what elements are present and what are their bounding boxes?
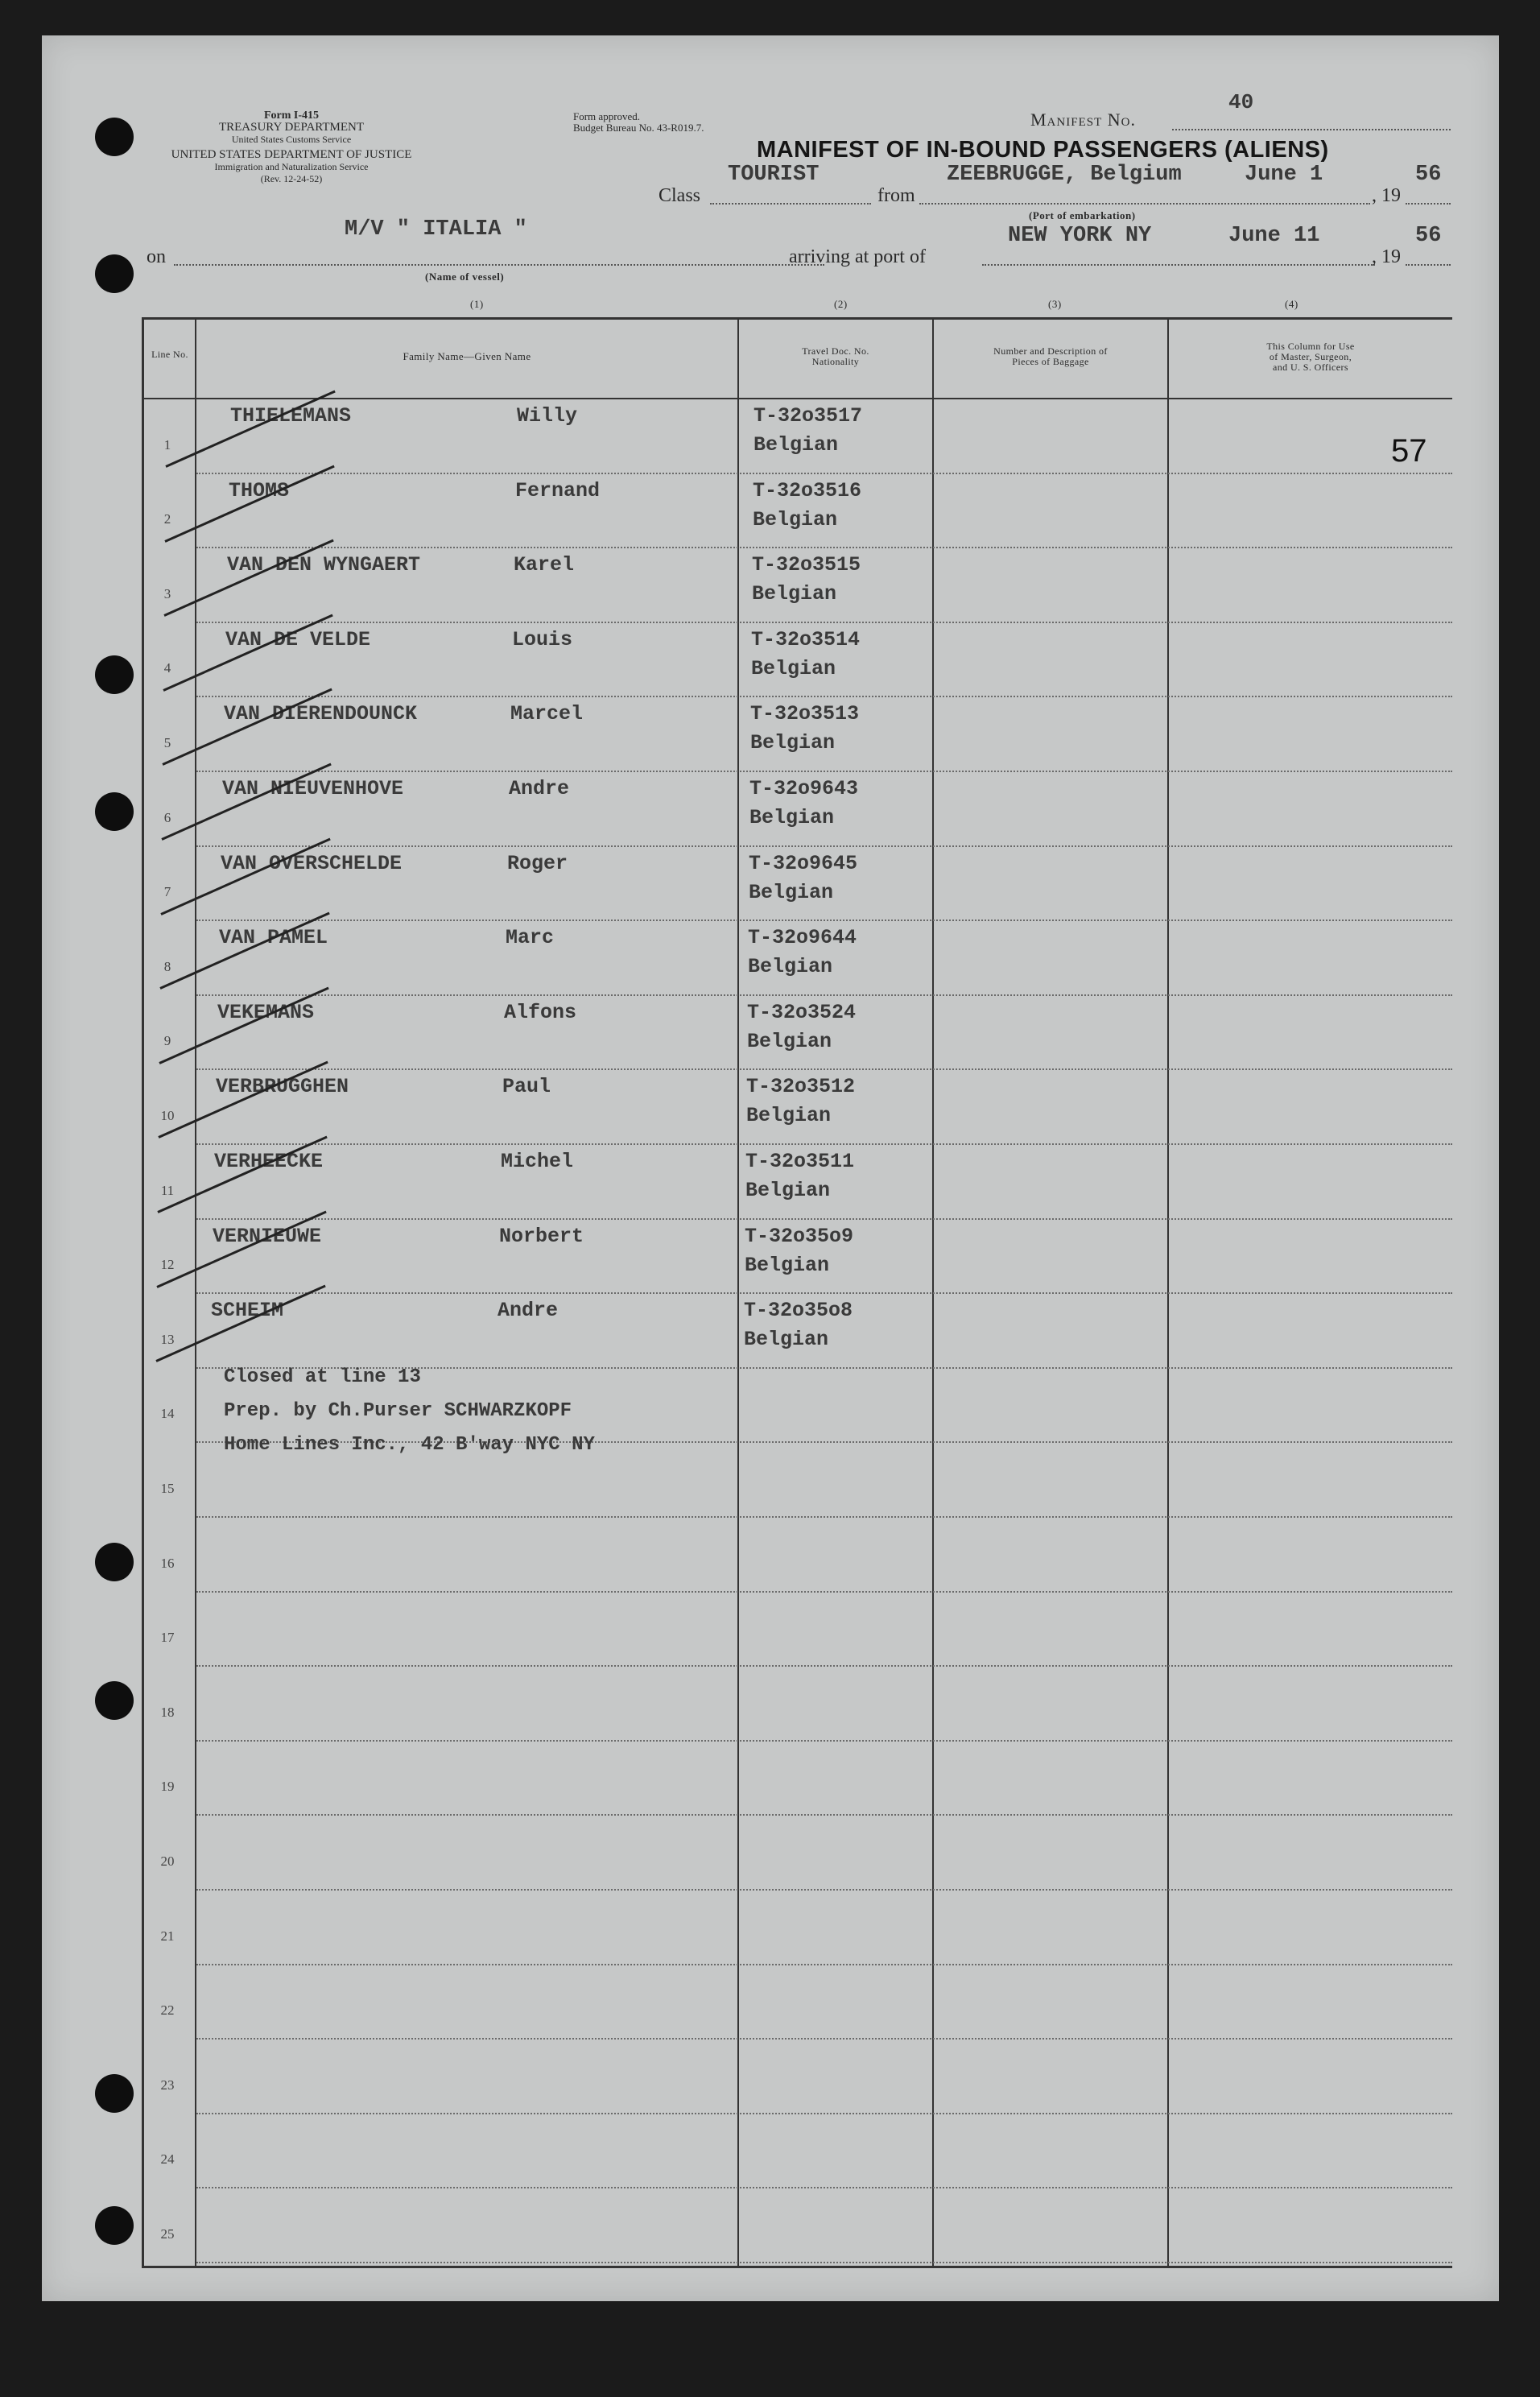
line-number: 23 — [160, 2077, 175, 2093]
nationality: Belgian — [751, 656, 836, 680]
closed-at-line: Closed at line 13 — [224, 1366, 421, 1388]
family-name: VAN DIERENDOUNCK — [224, 702, 418, 726]
row-divider — [196, 1292, 1452, 1294]
line-number: 25 — [160, 2226, 175, 2242]
row-divider — [196, 1814, 1452, 1816]
line-number: 1 — [163, 436, 171, 453]
line-number: 2 — [163, 511, 171, 527]
row-divider — [196, 1889, 1452, 1891]
col-header-doc-line1: Travel Doc. No. — [802, 345, 869, 357]
line-number: 14 — [160, 1406, 175, 1422]
row-divider — [196, 696, 1452, 697]
col-header-baggage — [934, 346, 1167, 367]
row-divider — [196, 771, 1452, 772]
family-name: VERNIEUWE — [213, 1224, 322, 1248]
form-approval — [573, 111, 704, 134]
column-number: (2) — [834, 298, 848, 310]
travel-doc-no: T-32o3511 — [745, 1150, 855, 1173]
vessel-name: M/V " ITALIA " — [345, 217, 527, 242]
family-name: THOMS — [229, 478, 290, 502]
col-header-baggage-line1: Number and Description of — [993, 345, 1108, 357]
punch-hole — [95, 792, 134, 831]
line-number: 13 — [160, 1331, 175, 1347]
family-name: VAN DEN WYNGAERT — [227, 553, 421, 577]
check-mark — [155, 1285, 325, 1362]
manifest-sheet — [42, 35, 1499, 2301]
punch-hole — [95, 118, 134, 156]
justice-department: UNITED STATES DEPARTMENT OF JUSTICE — [171, 148, 412, 161]
travel-doc-no: T-32o3514 — [751, 627, 861, 651]
line-number: 15 — [160, 1481, 175, 1496]
row-divider — [196, 1068, 1452, 1070]
line-number: 17 — [160, 1630, 175, 1646]
travel-doc-no: T-32o35o8 — [744, 1299, 853, 1323]
check-mark — [165, 391, 335, 468]
line-number: 6 — [163, 809, 171, 825]
line-number: 7 — [163, 884, 171, 900]
punch-hole — [95, 655, 134, 694]
line-number: 20 — [160, 1854, 175, 1869]
col-header-baggage-line2: Pieces of Baggage — [1012, 356, 1089, 367]
page-side-number: 57 — [1391, 433, 1427, 469]
nationality: Belgian — [753, 507, 838, 531]
row-divider — [196, 622, 1452, 623]
class-label: Class — [659, 185, 701, 206]
given-name: Fernand — [515, 478, 601, 502]
row-divider — [196, 1964, 1452, 1965]
treasury-department: TREASURY DEPARTMENT — [218, 121, 365, 134]
from-label: from — [877, 185, 915, 206]
col-header-line: Line No. — [151, 349, 188, 360]
line-number: 11 — [160, 1182, 175, 1198]
form-header-block — [138, 110, 444, 185]
row-divider — [196, 2038, 1452, 2040]
travel-doc-no: T-32o9644 — [748, 926, 857, 950]
line-number: 3 — [163, 585, 171, 601]
check-mark — [163, 614, 332, 691]
punch-hole — [95, 1543, 134, 1581]
arrival-year-label: , 19 — [1372, 246, 1401, 267]
family-name: VAN DE VELDE — [225, 627, 371, 651]
travel-doc-no: T-32o3524 — [747, 1000, 857, 1024]
check-mark — [157, 1136, 327, 1213]
nationality: Belgian — [748, 955, 833, 979]
family-name: VAN OVERSCHELDE — [221, 851, 403, 875]
nationality: Belgian — [744, 1328, 829, 1352]
nationality: Belgian — [752, 582, 837, 606]
row-divider — [196, 994, 1452, 996]
customs-service: United States Customs Service — [231, 134, 352, 145]
line-number: 8 — [163, 958, 171, 974]
row-divider — [196, 1591, 1452, 1593]
given-name: Roger — [507, 851, 568, 875]
given-name: Marc — [506, 926, 555, 950]
row-divider — [196, 547, 1452, 548]
travel-doc-no: T-32o3513 — [750, 702, 860, 726]
home-lines-address: Home Lines Inc., 42 B'way NYC NY — [224, 1434, 595, 1456]
row-divider — [196, 2262, 1452, 2263]
prepared-by: Prep. by Ch.Purser SCHWARZKOPF — [224, 1400, 572, 1422]
check-mark — [161, 763, 331, 841]
col-header-doc-line2: Nationality — [811, 356, 860, 367]
row-divider — [196, 845, 1452, 847]
budget-bureau: Budget Bureau No. 43-R019.7. — [573, 122, 704, 134]
col-header-name: Family Name—Given Name — [403, 350, 531, 362]
col-header-officers-line1: This Column for Use — [1266, 341, 1355, 352]
line-number: 10 — [160, 1108, 175, 1123]
nationality: Belgian — [745, 1253, 830, 1277]
line-number: 22 — [160, 2002, 175, 2019]
given-name: Marcel — [510, 702, 584, 726]
travel-doc-no: T-32o3515 — [752, 553, 861, 577]
embarkation-date: June 1 — [1245, 163, 1323, 187]
column-number: (4) — [1285, 298, 1298, 310]
travel-doc-no: T-32o9643 — [749, 777, 859, 800]
nationality: Belgian — [749, 806, 835, 829]
family-name: VERHEECKE — [214, 1150, 324, 1173]
family-name: VERBRUGGHEN — [216, 1075, 349, 1099]
line-number: 19 — [160, 1779, 175, 1795]
arrival-port: NEW YORK NY — [1008, 224, 1152, 248]
nationality: Belgian — [750, 731, 836, 755]
column-number: (3) — [1048, 298, 1062, 310]
check-mark — [158, 1061, 328, 1139]
check-mark — [163, 539, 333, 617]
embarkation-caption: (Port of embarkation) — [1029, 209, 1136, 221]
punch-hole — [95, 2206, 134, 2245]
nationality: Belgian — [753, 433, 839, 457]
nationality: Belgian — [749, 880, 834, 904]
given-name: Paul — [502, 1075, 551, 1099]
check-mark — [160, 837, 330, 915]
row-divider — [196, 1218, 1452, 1220]
col-header-doc — [739, 346, 932, 367]
given-name: Michel — [501, 1150, 574, 1173]
form-number: Form I-415 — [263, 110, 320, 122]
line-number: 4 — [163, 660, 171, 676]
manifest-no-label: Manifest No. — [1030, 110, 1136, 130]
nationality: Belgian — [747, 1029, 832, 1053]
check-mark — [162, 688, 332, 766]
travel-doc-no: T-32o3516 — [753, 478, 862, 502]
punch-hole — [95, 2074, 134, 2113]
check-mark — [156, 1210, 326, 1287]
family-name: SCHEIM — [211, 1299, 284, 1323]
row-divider — [196, 2187, 1452, 2188]
row-divider — [196, 920, 1452, 921]
manifest-no-value: 40 — [1228, 90, 1254, 114]
travel-doc-no: T-32o3512 — [746, 1075, 856, 1099]
family-name: VAN PAMEL — [219, 926, 328, 950]
arrival-year: 56 — [1415, 224, 1442, 248]
line-number: 24 — [160, 2151, 175, 2168]
embarkation-year: 56 — [1415, 163, 1442, 187]
col-header-officers-line2: of Master, Surgeon, — [1269, 351, 1352, 362]
punch-hole — [95, 254, 134, 293]
row-divider — [196, 1740, 1452, 1742]
line-number: 21 — [160, 1928, 175, 1944]
family-name: VAN NIEUVENHOVE — [222, 777, 404, 800]
check-mark — [159, 986, 328, 1064]
row-divider — [196, 1516, 1452, 1518]
approval-text: Form approved. — [573, 110, 641, 122]
line-number: 16 — [160, 1555, 175, 1571]
line-number: 18 — [160, 1704, 175, 1720]
nationality: Belgian — [746, 1104, 832, 1128]
row-divider — [196, 2113, 1452, 2114]
on-label: on — [147, 246, 166, 267]
col-header-officers-line3: and U. S. Officers — [1273, 362, 1348, 373]
punch-hole — [95, 1681, 134, 1720]
arrival-date: June 11 — [1228, 224, 1320, 248]
row-divider — [196, 1665, 1452, 1667]
arriving-label: arriving at port of — [789, 246, 926, 267]
form-revision: (Rev. 12-24-52) — [260, 173, 323, 184]
given-name: Willy — [517, 404, 578, 428]
column-number: (1) — [470, 298, 484, 310]
ins-service: Immigration and Naturalization Service — [214, 161, 369, 172]
line-number: 5 — [163, 735, 171, 750]
page-title: MANIFEST OF IN-BOUND PASSENGERS (ALIENS) — [757, 137, 1329, 163]
travel-doc-no: T-32o9645 — [749, 851, 858, 875]
port-of-embarkation: ZEEBRUGGE, Belgium — [947, 163, 1182, 187]
check-mark — [164, 465, 334, 542]
col-header-officers — [1169, 341, 1452, 373]
check-mark — [159, 912, 329, 990]
line-number: 12 — [160, 1257, 175, 1273]
family-name: VEKEMANS — [217, 1000, 315, 1024]
row-divider — [196, 1143, 1452, 1145]
year-label: , 19 — [1372, 185, 1401, 206]
given-name: Louis — [512, 627, 573, 651]
row-divider — [196, 473, 1452, 474]
closing-notes — [224, 1361, 595, 1462]
given-name: Karel — [514, 553, 575, 577]
given-name: Andre — [509, 777, 570, 800]
given-name: Andre — [498, 1299, 559, 1323]
family-name: THIELEMANS — [230, 404, 352, 428]
given-name: Norbert — [499, 1224, 584, 1248]
travel-doc-no: T-32o3517 — [753, 404, 863, 428]
vessel-caption: (Name of vessel) — [425, 271, 505, 283]
given-name: Alfons — [504, 1000, 577, 1024]
line-number: 9 — [163, 1033, 171, 1049]
nationality: Belgian — [745, 1179, 831, 1202]
travel-doc-no: T-32o35o9 — [745, 1224, 854, 1248]
class-value: TOURIST — [728, 163, 820, 187]
